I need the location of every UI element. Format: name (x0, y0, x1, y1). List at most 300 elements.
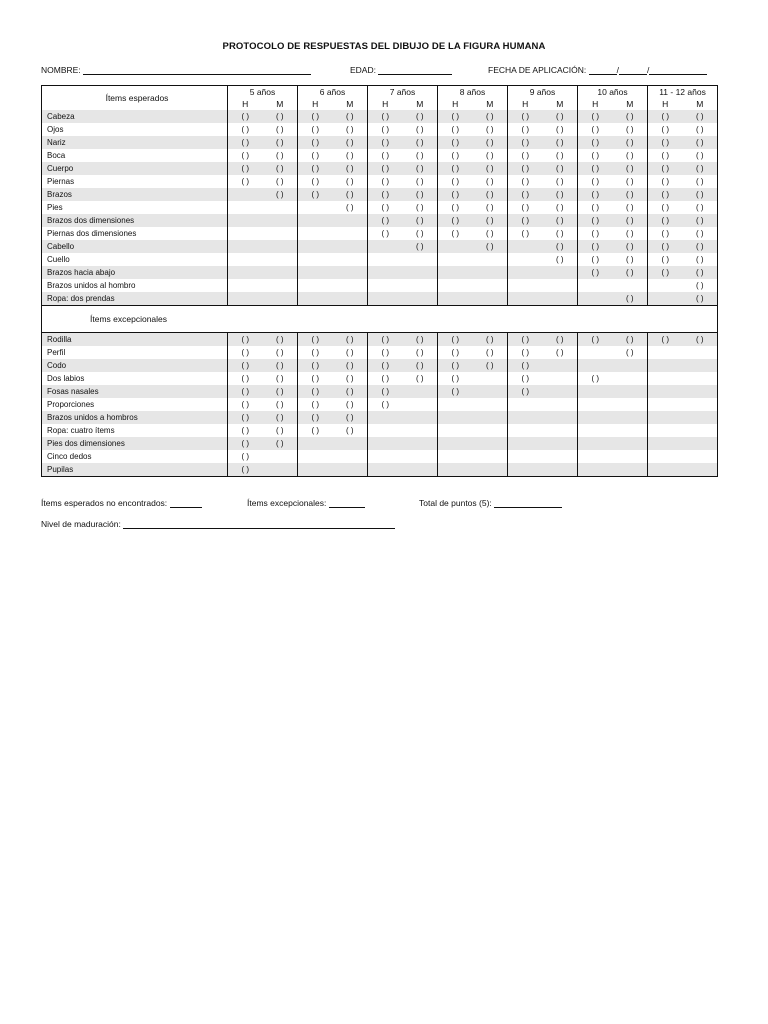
empty-cell (263, 292, 298, 306)
check-mark[interactable]: ( ) (521, 176, 530, 186)
check-mark[interactable]: ( ) (521, 228, 530, 238)
check-mark[interactable]: ( ) (543, 253, 578, 266)
check-mark[interactable]: ( ) (381, 347, 390, 357)
empty-cell (648, 292, 683, 306)
not-found-line[interactable] (170, 497, 202, 508)
check-mark[interactable]: ( ) (521, 124, 530, 134)
check-mark[interactable]: ( ) (333, 149, 368, 162)
check-mark[interactable]: ( ) (311, 176, 320, 186)
check-mark[interactable]: ( ) (648, 333, 683, 347)
sex-header-h: H (578, 98, 613, 110)
empty-cell (228, 266, 263, 279)
check-mark[interactable]: ( ) (438, 110, 473, 123)
check-mark[interactable]: ( ) (648, 266, 683, 279)
check-mark[interactable]: ( ) (403, 333, 438, 347)
check-mark[interactable]: ( ) (403, 175, 438, 188)
check-mark[interactable]: ( ) (508, 214, 543, 227)
check-mark[interactable]: ( ) (403, 162, 438, 175)
check-mark[interactable]: ( ) (591, 202, 600, 212)
empty-cell (403, 385, 438, 398)
check-mark[interactable]: ( ) (661, 176, 670, 186)
check-mark[interactable]: ( ) (403, 359, 438, 372)
check-mark[interactable]: ( ) (333, 359, 368, 372)
check-mark[interactable]: ( ) (543, 188, 578, 201)
check-mark[interactable]: ( ) (451, 347, 460, 357)
check-mark[interactable]: ( ) (613, 253, 648, 266)
sex-header-h: H (648, 98, 683, 110)
empty-cell (403, 266, 438, 279)
check-mark[interactable]: ( ) (311, 150, 320, 160)
check-mark[interactable]: ( ) (228, 162, 263, 175)
check-mark[interactable]: ( ) (263, 123, 298, 136)
check-mark[interactable]: ( ) (228, 437, 263, 450)
check-mark[interactable]: ( ) (543, 201, 578, 214)
check-mark[interactable]: ( ) (473, 123, 508, 136)
check-mark[interactable]: ( ) (403, 188, 438, 201)
check-mark[interactable]: ( ) (381, 228, 390, 238)
empty-cell (578, 450, 613, 463)
check-mark[interactable]: ( ) (648, 162, 683, 175)
check-mark[interactable]: ( ) (333, 110, 368, 123)
check-mark[interactable]: ( ) (298, 385, 333, 398)
check-mark[interactable]: ( ) (473, 214, 508, 227)
check-mark[interactable]: ( ) (473, 188, 508, 201)
check-mark[interactable]: ( ) (683, 188, 718, 201)
check-mark[interactable]: ( ) (263, 162, 298, 175)
check-mark[interactable]: ( ) (228, 136, 263, 149)
empty-cell (683, 359, 718, 372)
exceptional-count-line[interactable] (329, 497, 365, 508)
check-mark[interactable]: ( ) (298, 162, 333, 175)
empty-cell (683, 424, 718, 437)
check-mark[interactable]: ( ) (473, 149, 508, 162)
empty-cell (333, 292, 368, 306)
fecha-day-line[interactable] (589, 64, 617, 75)
check-mark[interactable]: ( ) (648, 188, 683, 201)
check-mark[interactable]: ( ) (333, 175, 368, 188)
table-row (42, 279, 718, 292)
check-mark[interactable]: ( ) (333, 346, 368, 359)
empty-cell (578, 292, 613, 306)
empty-cell (298, 437, 333, 450)
check-mark[interactable]: ( ) (438, 214, 473, 227)
check-mark[interactable]: ( ) (613, 214, 648, 227)
check-mark[interactable]: ( ) (661, 254, 670, 264)
check-mark[interactable]: ( ) (683, 266, 718, 279)
check-mark[interactable]: ( ) (241, 150, 250, 160)
edad-line[interactable] (378, 64, 452, 75)
check-mark[interactable]: ( ) (263, 359, 298, 372)
check-mark[interactable]: ( ) (451, 202, 460, 212)
check-mark[interactable]: ( ) (648, 214, 683, 227)
maturation-level-line[interactable] (123, 518, 395, 529)
check-mark[interactable]: ( ) (591, 124, 600, 134)
maturation-level-field[interactable] (41, 518, 395, 529)
check-mark[interactable]: ( ) (473, 175, 508, 188)
exceptional-count-field[interactable] (247, 497, 365, 508)
check-mark[interactable]: ( ) (263, 346, 298, 359)
check-mark[interactable]: ( ) (228, 411, 263, 424)
check-mark[interactable]: ( ) (683, 292, 718, 306)
empty-cell (648, 463, 683, 477)
check-mark[interactable]: ( ) (333, 136, 368, 149)
check-mark[interactable]: ( ) (543, 240, 578, 253)
check-mark[interactable]: ( ) (521, 150, 530, 160)
check-mark[interactable]: ( ) (263, 411, 298, 424)
sex-header-m: M (333, 98, 368, 110)
check-mark[interactable]: ( ) (473, 110, 508, 123)
check-mark[interactable]: ( ) (578, 188, 613, 201)
check-mark[interactable]: ( ) (241, 373, 250, 383)
check-mark[interactable]: ( ) (578, 110, 613, 123)
check-mark[interactable]: ( ) (228, 110, 263, 123)
empty-cell (473, 385, 508, 398)
table-row (42, 214, 718, 227)
check-mark[interactable]: ( ) (381, 150, 390, 160)
check-mark[interactable]: ( ) (333, 162, 368, 175)
check-mark[interactable]: ( ) (508, 136, 543, 149)
item-label: Brazos dos dimensiones (42, 214, 228, 227)
check-mark[interactable]: ( ) (613, 201, 648, 214)
total-points-field[interactable] (419, 497, 562, 508)
table-row (42, 359, 718, 372)
exceptional-section-row (42, 306, 718, 333)
check-mark[interactable]: ( ) (683, 201, 718, 214)
fecha-year-line[interactable] (649, 64, 707, 75)
check-mark[interactable]: ( ) (508, 188, 543, 201)
check-mark[interactable]: ( ) (683, 149, 718, 162)
footer-totals (41, 497, 581, 511)
empty-cell (333, 253, 368, 266)
check-mark[interactable]: ( ) (438, 162, 473, 175)
check-mark[interactable]: ( ) (578, 162, 613, 175)
check-mark[interactable]: ( ) (613, 110, 648, 123)
check-mark[interactable]: ( ) (473, 346, 508, 359)
check-mark[interactable]: ( ) (263, 398, 298, 411)
empty-cell (613, 437, 648, 450)
empty-cell (508, 266, 543, 279)
check-mark[interactable]: ( ) (661, 202, 670, 212)
empty-cell (263, 463, 298, 477)
check-mark[interactable]: ( ) (543, 333, 578, 347)
table-row (42, 149, 718, 162)
check-mark[interactable]: ( ) (591, 176, 600, 186)
check-mark[interactable]: ( ) (473, 162, 508, 175)
total-points-label: Total de puntos (5): (419, 498, 492, 508)
maturation-level-label: Nivel de maduración: (41, 519, 121, 529)
sex-header-m: M (403, 98, 438, 110)
check-mark[interactable]: ( ) (241, 124, 250, 134)
check-mark[interactable]: ( ) (403, 136, 438, 149)
check-mark[interactable]: ( ) (438, 359, 473, 372)
fecha-month-line[interactable] (616, 64, 650, 75)
check-mark[interactable]: ( ) (403, 123, 438, 136)
check-mark[interactable]: ( ) (298, 411, 333, 424)
check-mark[interactable]: ( ) (473, 201, 508, 214)
check-mark[interactable]: ( ) (368, 110, 403, 123)
check-mark[interactable]: ( ) (661, 150, 670, 160)
check-mark[interactable]: ( ) (543, 162, 578, 175)
check-mark[interactable]: ( ) (591, 150, 600, 160)
check-mark[interactable]: ( ) (263, 385, 298, 398)
check-mark[interactable]: ( ) (263, 372, 298, 385)
check-mark[interactable]: ( ) (543, 214, 578, 227)
check-mark[interactable]: ( ) (661, 124, 670, 134)
check-mark[interactable]: ( ) (578, 266, 613, 279)
check-mark[interactable]: ( ) (228, 333, 263, 347)
check-mark[interactable]: ( ) (228, 359, 263, 372)
check-mark[interactable]: ( ) (298, 188, 333, 201)
empty-cell (263, 266, 298, 279)
sex-header-m: M (613, 98, 648, 110)
empty-cell (263, 450, 298, 463)
check-mark[interactable]: ( ) (613, 227, 648, 240)
check-mark[interactable]: ( ) (451, 373, 460, 383)
check-mark[interactable]: ( ) (508, 333, 543, 347)
check-mark[interactable]: ( ) (508, 162, 543, 175)
item-label: Ropa: cuatro ítems (42, 424, 228, 437)
check-mark[interactable]: ( ) (333, 123, 368, 136)
check-mark[interactable]: ( ) (683, 333, 718, 347)
check-mark[interactable]: ( ) (403, 372, 438, 385)
check-mark[interactable]: ( ) (578, 136, 613, 149)
empty-cell (298, 240, 333, 253)
check-mark[interactable]: ( ) (451, 176, 460, 186)
check-mark[interactable]: ( ) (311, 124, 320, 134)
check-mark[interactable]: ( ) (298, 110, 333, 123)
check-mark[interactable]: ( ) (451, 124, 460, 134)
check-mark[interactable]: ( ) (368, 188, 403, 201)
empty-cell (508, 253, 543, 266)
table-row (42, 437, 718, 450)
item-label: Nariz (42, 136, 228, 149)
check-mark[interactable]: ( ) (368, 359, 403, 372)
check-mark[interactable]: ( ) (403, 240, 438, 253)
check-mark[interactable]: ( ) (438, 188, 473, 201)
empty-cell (368, 253, 403, 266)
check-mark[interactable]: ( ) (648, 136, 683, 149)
check-mark[interactable]: ( ) (591, 228, 600, 238)
table-row (42, 110, 718, 123)
item-label: Boca (42, 149, 228, 162)
check-mark[interactable]: ( ) (683, 136, 718, 149)
check-mark[interactable]: ( ) (508, 359, 543, 372)
check-mark[interactable]: ( ) (241, 176, 250, 186)
check-mark[interactable]: ( ) (381, 176, 390, 186)
check-mark[interactable]: ( ) (403, 149, 438, 162)
check-mark[interactable]: ( ) (263, 437, 298, 450)
check-mark[interactable]: ( ) (591, 373, 600, 383)
check-mark[interactable]: ( ) (381, 399, 390, 409)
check-mark[interactable]: ( ) (661, 228, 670, 238)
empty-cell (648, 450, 683, 463)
check-mark[interactable]: ( ) (683, 123, 718, 136)
not-found-field[interactable] (41, 497, 202, 508)
nombre-line[interactable] (83, 64, 311, 75)
table-row (42, 450, 718, 463)
check-mark[interactable]: ( ) (403, 201, 438, 214)
check-mark[interactable]: ( ) (381, 202, 390, 212)
item-label: Piernas dos dimensiones (42, 227, 228, 240)
check-mark[interactable]: ( ) (368, 333, 403, 347)
check-mark[interactable]: ( ) (521, 373, 530, 383)
empty-cell (578, 279, 613, 292)
check-mark[interactable]: ( ) (543, 175, 578, 188)
empty-cell (578, 398, 613, 411)
item-label: Proporciones (42, 398, 228, 411)
check-mark[interactable]: ( ) (403, 227, 438, 240)
check-mark[interactable]: ( ) (683, 162, 718, 175)
check-mark[interactable]: ( ) (683, 279, 718, 292)
check-mark[interactable]: ( ) (473, 333, 508, 347)
check-mark[interactable]: ( ) (263, 333, 298, 347)
check-mark[interactable]: ( ) (543, 346, 578, 359)
check-mark[interactable]: ( ) (263, 136, 298, 149)
check-mark[interactable]: ( ) (473, 240, 508, 253)
check-mark[interactable]: ( ) (613, 266, 648, 279)
check-mark[interactable]: ( ) (263, 110, 298, 123)
check-mark[interactable]: ( ) (613, 136, 648, 149)
item-label: Cuerpo (42, 162, 228, 175)
empty-cell (228, 292, 263, 306)
check-mark[interactable]: ( ) (333, 201, 368, 214)
check-mark[interactable]: ( ) (683, 227, 718, 240)
check-mark[interactable]: ( ) (683, 175, 718, 188)
empty-cell (298, 266, 333, 279)
edad-field[interactable] (350, 64, 452, 75)
check-mark[interactable]: ( ) (403, 346, 438, 359)
item-label: Pupilas (42, 463, 228, 477)
check-mark[interactable]: ( ) (298, 333, 333, 347)
check-mark[interactable]: ( ) (263, 149, 298, 162)
age-header: 7 años (368, 86, 438, 99)
check-mark[interactable]: ( ) (403, 214, 438, 227)
empty-cell (298, 292, 333, 306)
check-mark[interactable]: ( ) (228, 385, 263, 398)
check-mark[interactable]: ( ) (333, 424, 368, 437)
check-mark[interactable]: ( ) (578, 333, 613, 347)
check-mark[interactable]: ( ) (451, 150, 460, 160)
empty-cell (298, 279, 333, 292)
check-mark[interactable]: ( ) (241, 347, 250, 357)
check-mark[interactable]: ( ) (451, 228, 460, 238)
check-mark[interactable]: ( ) (543, 123, 578, 136)
check-mark[interactable]: ( ) (368, 136, 403, 149)
check-mark[interactable]: ( ) (333, 333, 368, 347)
empty-cell (403, 411, 438, 424)
check-mark[interactable]: ( ) (508, 385, 543, 398)
sex-header-m: M (263, 98, 298, 110)
sex-header-m: M (543, 98, 578, 110)
check-mark[interactable]: ( ) (298, 136, 333, 149)
empty-cell (648, 279, 683, 292)
check-mark[interactable]: ( ) (613, 149, 648, 162)
check-mark[interactable]: ( ) (228, 463, 263, 477)
check-mark[interactable]: ( ) (333, 398, 368, 411)
check-mark[interactable]: ( ) (438, 333, 473, 347)
check-mark[interactable]: ( ) (543, 110, 578, 123)
check-mark[interactable]: ( ) (368, 214, 403, 227)
check-mark[interactable]: ( ) (683, 253, 718, 266)
fecha-field[interactable] (488, 64, 707, 75)
total-points-line[interactable] (494, 497, 562, 508)
check-mark[interactable]: ( ) (241, 425, 250, 435)
check-mark[interactable]: ( ) (613, 162, 648, 175)
check-mark[interactable]: ( ) (333, 372, 368, 385)
empty-cell (508, 398, 543, 411)
check-mark[interactable]: ( ) (381, 124, 390, 134)
check-mark[interactable]: ( ) (333, 188, 368, 201)
check-mark[interactable]: ( ) (403, 110, 438, 123)
check-mark[interactable]: ( ) (683, 110, 718, 123)
check-mark[interactable]: ( ) (263, 424, 298, 437)
check-mark[interactable]: ( ) (473, 227, 508, 240)
check-mark[interactable]: ( ) (613, 346, 648, 359)
check-mark[interactable]: ( ) (613, 292, 648, 306)
check-mark[interactable]: ( ) (613, 175, 648, 188)
check-mark[interactable]: ( ) (333, 385, 368, 398)
check-mark[interactable]: ( ) (241, 451, 250, 461)
check-mark[interactable]: ( ) (648, 240, 683, 253)
check-mark[interactable]: ( ) (368, 385, 403, 398)
check-mark[interactable]: ( ) (613, 240, 648, 253)
empty-cell (683, 346, 718, 359)
check-mark[interactable]: ( ) (381, 373, 390, 383)
check-mark[interactable]: ( ) (311, 347, 320, 357)
check-mark[interactable]: ( ) (311, 399, 320, 409)
check-mark[interactable]: ( ) (521, 347, 530, 357)
check-mark[interactable]: ( ) (543, 136, 578, 149)
check-mark[interactable]: ( ) (438, 136, 473, 149)
check-mark[interactable]: ( ) (333, 411, 368, 424)
table-row (42, 201, 718, 214)
check-mark[interactable]: ( ) (578, 214, 613, 227)
empty-cell (543, 437, 578, 450)
check-mark[interactable]: ( ) (648, 110, 683, 123)
item-label: Ojos (42, 123, 228, 136)
check-mark[interactable]: ( ) (368, 162, 403, 175)
check-mark[interactable]: ( ) (263, 188, 298, 201)
check-mark[interactable]: ( ) (543, 149, 578, 162)
check-mark[interactable]: ( ) (613, 188, 648, 201)
empty-cell (683, 398, 718, 411)
check-mark[interactable]: ( ) (613, 123, 648, 136)
empty-cell (613, 463, 648, 477)
check-mark[interactable]: ( ) (241, 399, 250, 409)
check-mark[interactable]: ( ) (521, 202, 530, 212)
check-mark[interactable]: ( ) (683, 214, 718, 227)
empty-cell (438, 463, 473, 477)
check-mark[interactable]: ( ) (473, 136, 508, 149)
empty-cell (228, 188, 263, 201)
nombre-field[interactable] (41, 64, 311, 75)
empty-cell (368, 279, 403, 292)
check-mark[interactable]: ( ) (543, 227, 578, 240)
check-mark[interactable]: ( ) (311, 425, 320, 435)
check-mark[interactable]: ( ) (438, 385, 473, 398)
check-mark[interactable]: ( ) (613, 333, 648, 347)
check-mark[interactable]: ( ) (683, 240, 718, 253)
check-mark[interactable]: ( ) (508, 110, 543, 123)
check-mark[interactable]: ( ) (578, 240, 613, 253)
check-mark[interactable]: ( ) (263, 175, 298, 188)
check-mark[interactable]: ( ) (591, 254, 600, 264)
age-header: 11 - 12 años (648, 86, 718, 99)
empty-cell (648, 398, 683, 411)
check-mark[interactable]: ( ) (473, 359, 508, 372)
check-mark[interactable]: ( ) (298, 359, 333, 372)
check-mark[interactable]: ( ) (311, 373, 320, 383)
